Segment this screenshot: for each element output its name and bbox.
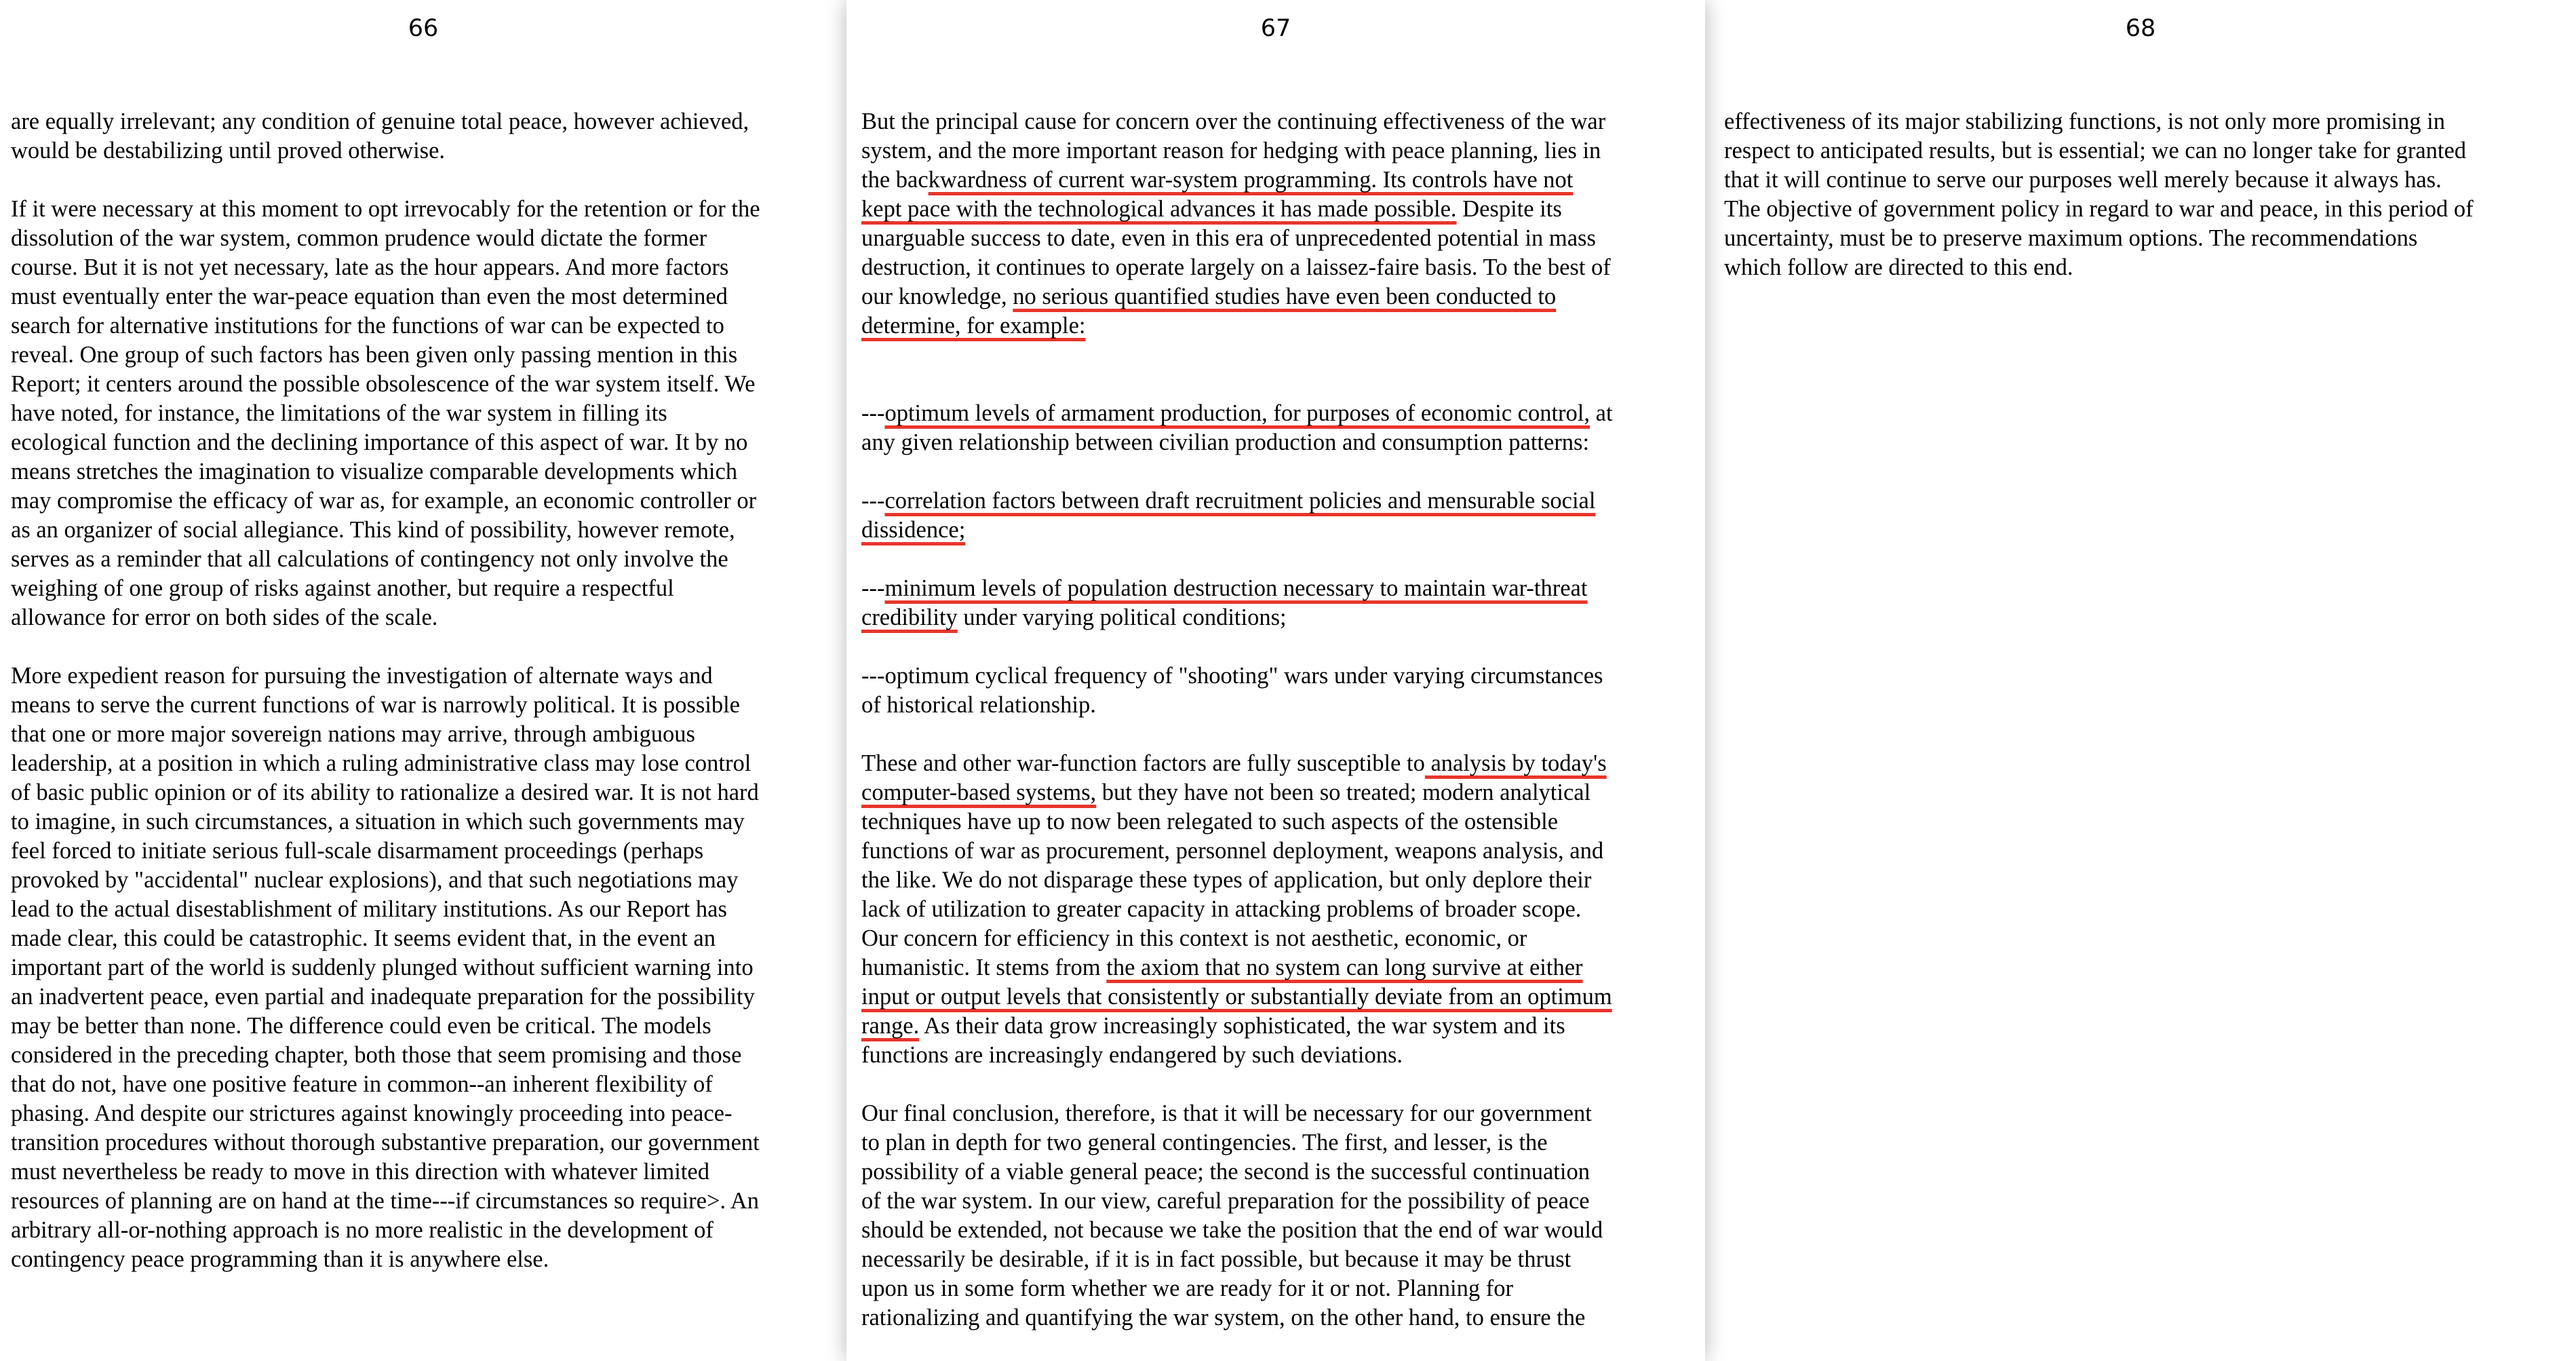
text-line: [861, 1128, 1679, 1157]
text-run: weighing of one group of risks against another, but require a respectful: [11, 575, 674, 601]
text-line: [861, 486, 1679, 516]
text-line: [1724, 253, 2552, 282]
text-line: [11, 807, 830, 837]
text-line: [861, 516, 1679, 545]
text-line: [861, 837, 1679, 866]
text-run: ---optimum cyclical frequency of "shooting" wars under varying circumstances: [861, 663, 1603, 689]
text-line: [11, 195, 830, 224]
red-underline-highlight: kwardness of current war-system programming. Its controls have not: [928, 167, 1574, 193]
paragraph: [11, 662, 830, 1274]
text-line: [861, 399, 1679, 428]
text-run: contingency peace programming than it is anywhere else.: [11, 1246, 549, 1272]
text-run: functions of war as procurement, personnel deployment, weapons analysis, and: [861, 838, 1604, 864]
paragraph: [11, 107, 830, 166]
text-line: [11, 1041, 830, 1070]
text-run: lack of utilization to greater capacity in attacking problems of broader scope.: [861, 896, 1582, 922]
text-line: [1724, 224, 2552, 253]
text-line: [1724, 107, 2552, 136]
text-run: provoked by "accidental" nuclear explosions), and that such negotiations may: [11, 867, 739, 893]
text-run: humanistic. It stems from: [861, 955, 1107, 980]
text-run: that it will continue to serve our purposes well merely because it always has.: [1724, 167, 2442, 193]
page-body: [1724, 107, 2552, 311]
text-run: to plan in depth for two general contingencies. The first, and lesser, is the: [861, 1130, 1548, 1155]
text-line: [861, 1041, 1679, 1070]
paragraph: [11, 195, 830, 632]
text-line: [861, 662, 1679, 691]
text-run: allowance for error on both sides of the scale.: [11, 605, 438, 630]
text-line: [861, 253, 1679, 282]
text-line: [11, 457, 830, 486]
text-line: [11, 282, 830, 311]
text-run: important part of the world is suddenly plunged without sufficient warning into: [11, 955, 754, 980]
text-run: of historical relationship.: [861, 692, 1096, 718]
text-line: [1724, 136, 2552, 166]
red-underline-highlight: the axiom that no system can long survive at either: [1106, 955, 1583, 980]
page-body: [11, 107, 830, 1303]
text-line: [11, 574, 830, 603]
text-run: should be extended, not because we take the position that the end of war would: [861, 1217, 1603, 1243]
text-run: resources of planning are on hand at the time---if circumstances so require>. An: [11, 1188, 759, 1214]
red-underline-highlight: analysis by today's: [1424, 750, 1607, 776]
text-line: [11, 1128, 830, 1157]
text-line: [11, 545, 830, 574]
text-run: under varying political conditions;: [957, 605, 1287, 630]
text-run: serves as a reminder that all calculations of contingency not only involve the: [11, 546, 728, 572]
red-underline-highlight: correlation factors between draft recruitment policies and mensurable social: [884, 488, 1596, 514]
text-run: Our concern for efficiency in this context is not aesthetic, economic, or: [861, 925, 1527, 951]
text-run: but they have not been so treated; modern analytical: [1096, 780, 1591, 805]
text-run: But the principal cause for concern over the continuing effectiveness of the war: [861, 109, 1606, 134]
text-run: lead to the actual disestablishment of military institutions. As our Report has: [11, 896, 727, 922]
text-run: phasing. And despite our strictures against knowingly proceeding into peace-: [11, 1100, 733, 1126]
red-underline-highlight: optimum levels of armament production, for purposes of economic control,: [884, 400, 1591, 426]
text-run: at: [1590, 400, 1613, 426]
text-run: feel forced to initiate serious full-scale disarmament proceedings (perhaps: [11, 838, 704, 864]
red-underline-highlight: minimum levels of population destruction necessary to maintain war-threat: [884, 575, 1588, 601]
text-line: [861, 603, 1679, 632]
text-line: [11, 953, 830, 982]
text-line: [861, 311, 1679, 341]
text-line: [11, 136, 830, 166]
text-line: [861, 107, 1679, 136]
text-line: [861, 136, 1679, 166]
text-line: [11, 1245, 830, 1274]
text-line: [861, 428, 1679, 457]
text-line: [861, 953, 1679, 982]
paragraph: [861, 399, 1679, 457]
text-line: [11, 428, 830, 457]
text-line: [861, 1274, 1679, 1303]
text-run: are equally irrelevant; any condition of genuine total peace, however achieved,: [11, 109, 749, 134]
paragraph: [861, 107, 1679, 370]
text-line: [11, 107, 830, 136]
text-run: would be destabilizing until proved otherwise.: [11, 138, 446, 164]
paragraph: [861, 662, 1679, 720]
text-run: possibility of a viable general peace; the second is the successful continuation: [861, 1159, 1590, 1185]
text-line: [861, 1216, 1679, 1245]
text-run: which follow are directed to this end.: [1724, 254, 2073, 280]
text-line: [11, 311, 830, 341]
text-line: [861, 1303, 1679, 1333]
text-line: [11, 895, 830, 924]
text-run: ---: [861, 400, 885, 426]
text-line: [11, 837, 830, 866]
text-line: [861, 924, 1679, 953]
text-run: search for alternative institutions for the functions of war can be expected to: [11, 313, 724, 339]
text-line: [861, 574, 1679, 603]
text-run: system, and the more important reason for hedging with peace planning, lies in: [861, 138, 1601, 164]
text-line: [11, 982, 830, 1012]
text-run: course. But it is not yet necessary, late as the hour appears. And more factors: [11, 254, 729, 280]
text-line: [11, 1099, 830, 1128]
text-run: that do not, have one positive feature in common--an inherent flexibility of: [11, 1071, 713, 1097]
text-line: [11, 341, 830, 370]
paragraph: [861, 574, 1679, 632]
text-run: reveal. One group of such factors has been given only passing mention in this: [11, 342, 738, 368]
text-line: [11, 1216, 830, 1245]
page-67: [846, 0, 1705, 1361]
text-line: [11, 1070, 830, 1099]
page-number: 68: [2125, 15, 2156, 42]
text-run: ---: [861, 488, 885, 514]
text-line: [11, 516, 830, 545]
text-run: More expedient reason for pursuing the investigation of alternate ways and: [11, 663, 713, 689]
text-run: These and other war-function factors are fully susceptible to: [861, 750, 1425, 776]
text-line: [1724, 195, 2552, 224]
text-run: of basic public opinion or of its ability to rationalize a desired war. It is not hard: [11, 780, 759, 805]
page-68: [1705, 0, 2576, 1361]
text-run: leadership, at a position in which a ruling administrative class may lose control: [11, 750, 752, 776]
text-run: uncertainty, must be to preserve maximum options. The recommendations: [1724, 225, 2418, 251]
text-line: [861, 1099, 1679, 1128]
text-line: [861, 224, 1679, 253]
text-line: [11, 224, 830, 253]
blank-line: [861, 341, 1679, 370]
text-run: As their data grow increasingly sophisticated, the war system and its: [919, 1013, 1565, 1039]
text-run: destruction, it continues to operate largely on a laissez-faire basis. To the best of: [861, 254, 1611, 280]
text-line: [11, 399, 830, 428]
text-line: [861, 982, 1679, 1012]
text-line: [11, 1012, 830, 1041]
text-run: Our final conclusion, therefore, is that it will be necessary for our government: [861, 1100, 1592, 1126]
text-line: [11, 720, 830, 749]
text-run: means to serve the current functions of war is narrowly political. It is possible: [11, 692, 740, 718]
red-underline-highlight: no serious quantified studies have even been conducted to: [1013, 284, 1557, 309]
paragraph: [861, 749, 1679, 1070]
text-line: [11, 603, 830, 632]
text-line: [861, 778, 1679, 807]
text-run: the like. We do not disparage these types of application, but only deplore their: [861, 867, 1592, 893]
text-run: of the war system. In our view, careful preparation for the possibility of peace: [861, 1188, 1590, 1214]
text-run: transition procedures without thorough substantive preparation, our government: [11, 1130, 760, 1155]
text-run: unarguable success to date, even in this era of unprecedented potential in mass: [861, 225, 1596, 251]
text-run: to imagine, in such circumstances, a situation in which such governments may: [11, 809, 745, 835]
text-run: any given relationship between civilian production and consumption patterns:: [861, 429, 1590, 455]
text-run: as an organizer of social allegiance. This kind of possibility, however remote,: [11, 517, 735, 543]
text-run: that one or more major sovereign nations may arrive, through ambiguous: [11, 721, 695, 747]
text-line: [861, 895, 1679, 924]
red-underline-highlight: input or output levels that consistently or substantially deviate from an optimum: [861, 984, 1612, 1010]
text-line: [11, 1187, 830, 1216]
text-line: [861, 807, 1679, 837]
red-underline-highlight: kept pace with the technological advances it has made possible.: [861, 196, 1457, 222]
red-underline-highlight: determine, for example:: [861, 313, 1086, 339]
text-line: [11, 749, 830, 778]
text-run: Report; it centers around the possible obsolescence of the war system itself. We: [11, 371, 756, 397]
text-line: [1724, 166, 2552, 195]
text-line: [11, 691, 830, 720]
text-run: effectiveness of its major stabilizing functions, is not only more promising in: [1724, 109, 2445, 134]
red-underline-highlight: credibility: [861, 605, 958, 630]
text-run: upon us in some form whether we are ready for it or not. Planning for: [861, 1276, 1513, 1301]
text-line: [861, 282, 1679, 311]
text-line: [861, 1012, 1679, 1041]
text-run: our knowledge,: [861, 284, 1013, 309]
text-run: ---: [861, 575, 885, 601]
text-run: If it were necessary at this moment to opt irrevocably for the retention or for the: [11, 196, 760, 222]
text-run: may compromise the efficacy of war as, for example, an economic controller or: [11, 488, 757, 514]
text-line: [11, 370, 830, 399]
text-line: [861, 1245, 1679, 1274]
text-line: [11, 866, 830, 895]
paragraph: [861, 1099, 1679, 1333]
page-body: [861, 107, 1679, 1361]
red-underline-highlight: range.: [861, 1013, 920, 1039]
text-run: must nevertheless be ready to move in this direction with whatever limited: [11, 1159, 709, 1185]
page-number: 67: [1260, 15, 1291, 42]
text-line: [861, 1187, 1679, 1216]
text-line: [861, 166, 1679, 195]
text-run: respect to anticipated results, but is essential; we can no longer take for granted: [1724, 138, 2467, 164]
text-run: must eventually enter the war-peace equation than even the most determined: [11, 284, 728, 309]
text-run: ecological function and the declining importance of this aspect of war. It by no: [11, 429, 748, 455]
text-line: [861, 195, 1679, 224]
text-run: the bac: [861, 167, 929, 193]
text-run: necessarily be desirable, if it is in fact possible, but because it may be thrust: [861, 1246, 1572, 1272]
text-run: functions are increasingly endangered by such deviations.: [861, 1042, 1403, 1068]
text-run: made clear, this could be catastrophic. It seems evident that, in the event an: [11, 925, 716, 951]
text-line: [11, 253, 830, 282]
text-run: have noted, for instance, the limitations of the war system in filling its: [11, 400, 667, 426]
text-run: techniques have up to now been relegated to such aspects of the ostensible: [861, 809, 1559, 835]
text-line: [11, 662, 830, 691]
text-run: considered in the preceding chapter, both those that seem promising and those: [11, 1042, 742, 1068]
text-run: The objective of government policy in regard to war and peace, in this period of: [1724, 196, 2474, 222]
text-run: an inadvertent peace, even partial and inadequate preparation for the possibility: [11, 984, 755, 1010]
text-line: [11, 1157, 830, 1187]
page-66: [0, 0, 846, 1361]
red-underline-highlight: computer-based systems,: [861, 780, 1097, 805]
text-line: [861, 691, 1679, 720]
text-line: [861, 1157, 1679, 1187]
paragraph: [861, 486, 1679, 545]
text-run: means stretches the imagination to visualize comparable developments which: [11, 459, 738, 484]
text-run: dissolution of the war system, common prudence would dictate the former: [11, 225, 707, 251]
text-run: rationalizing and quantifying the war system, on the other hand, to ensure the: [861, 1305, 1586, 1330]
page-number: 66: [408, 15, 439, 42]
text-run: arbitrary all-or-nothing approach is no more realistic in the development of: [11, 1217, 714, 1243]
text-line: [11, 486, 830, 516]
paragraph: [1724, 107, 2552, 282]
text-run: Despite its: [1456, 196, 1562, 222]
red-underline-highlight: dissidence;: [861, 517, 966, 543]
text-line: [861, 866, 1679, 895]
text-line: [11, 924, 830, 953]
text-line: [11, 778, 830, 807]
text-run: may be better than none. The difference could even be critical. The models: [11, 1013, 711, 1039]
text-line: [861, 749, 1679, 778]
